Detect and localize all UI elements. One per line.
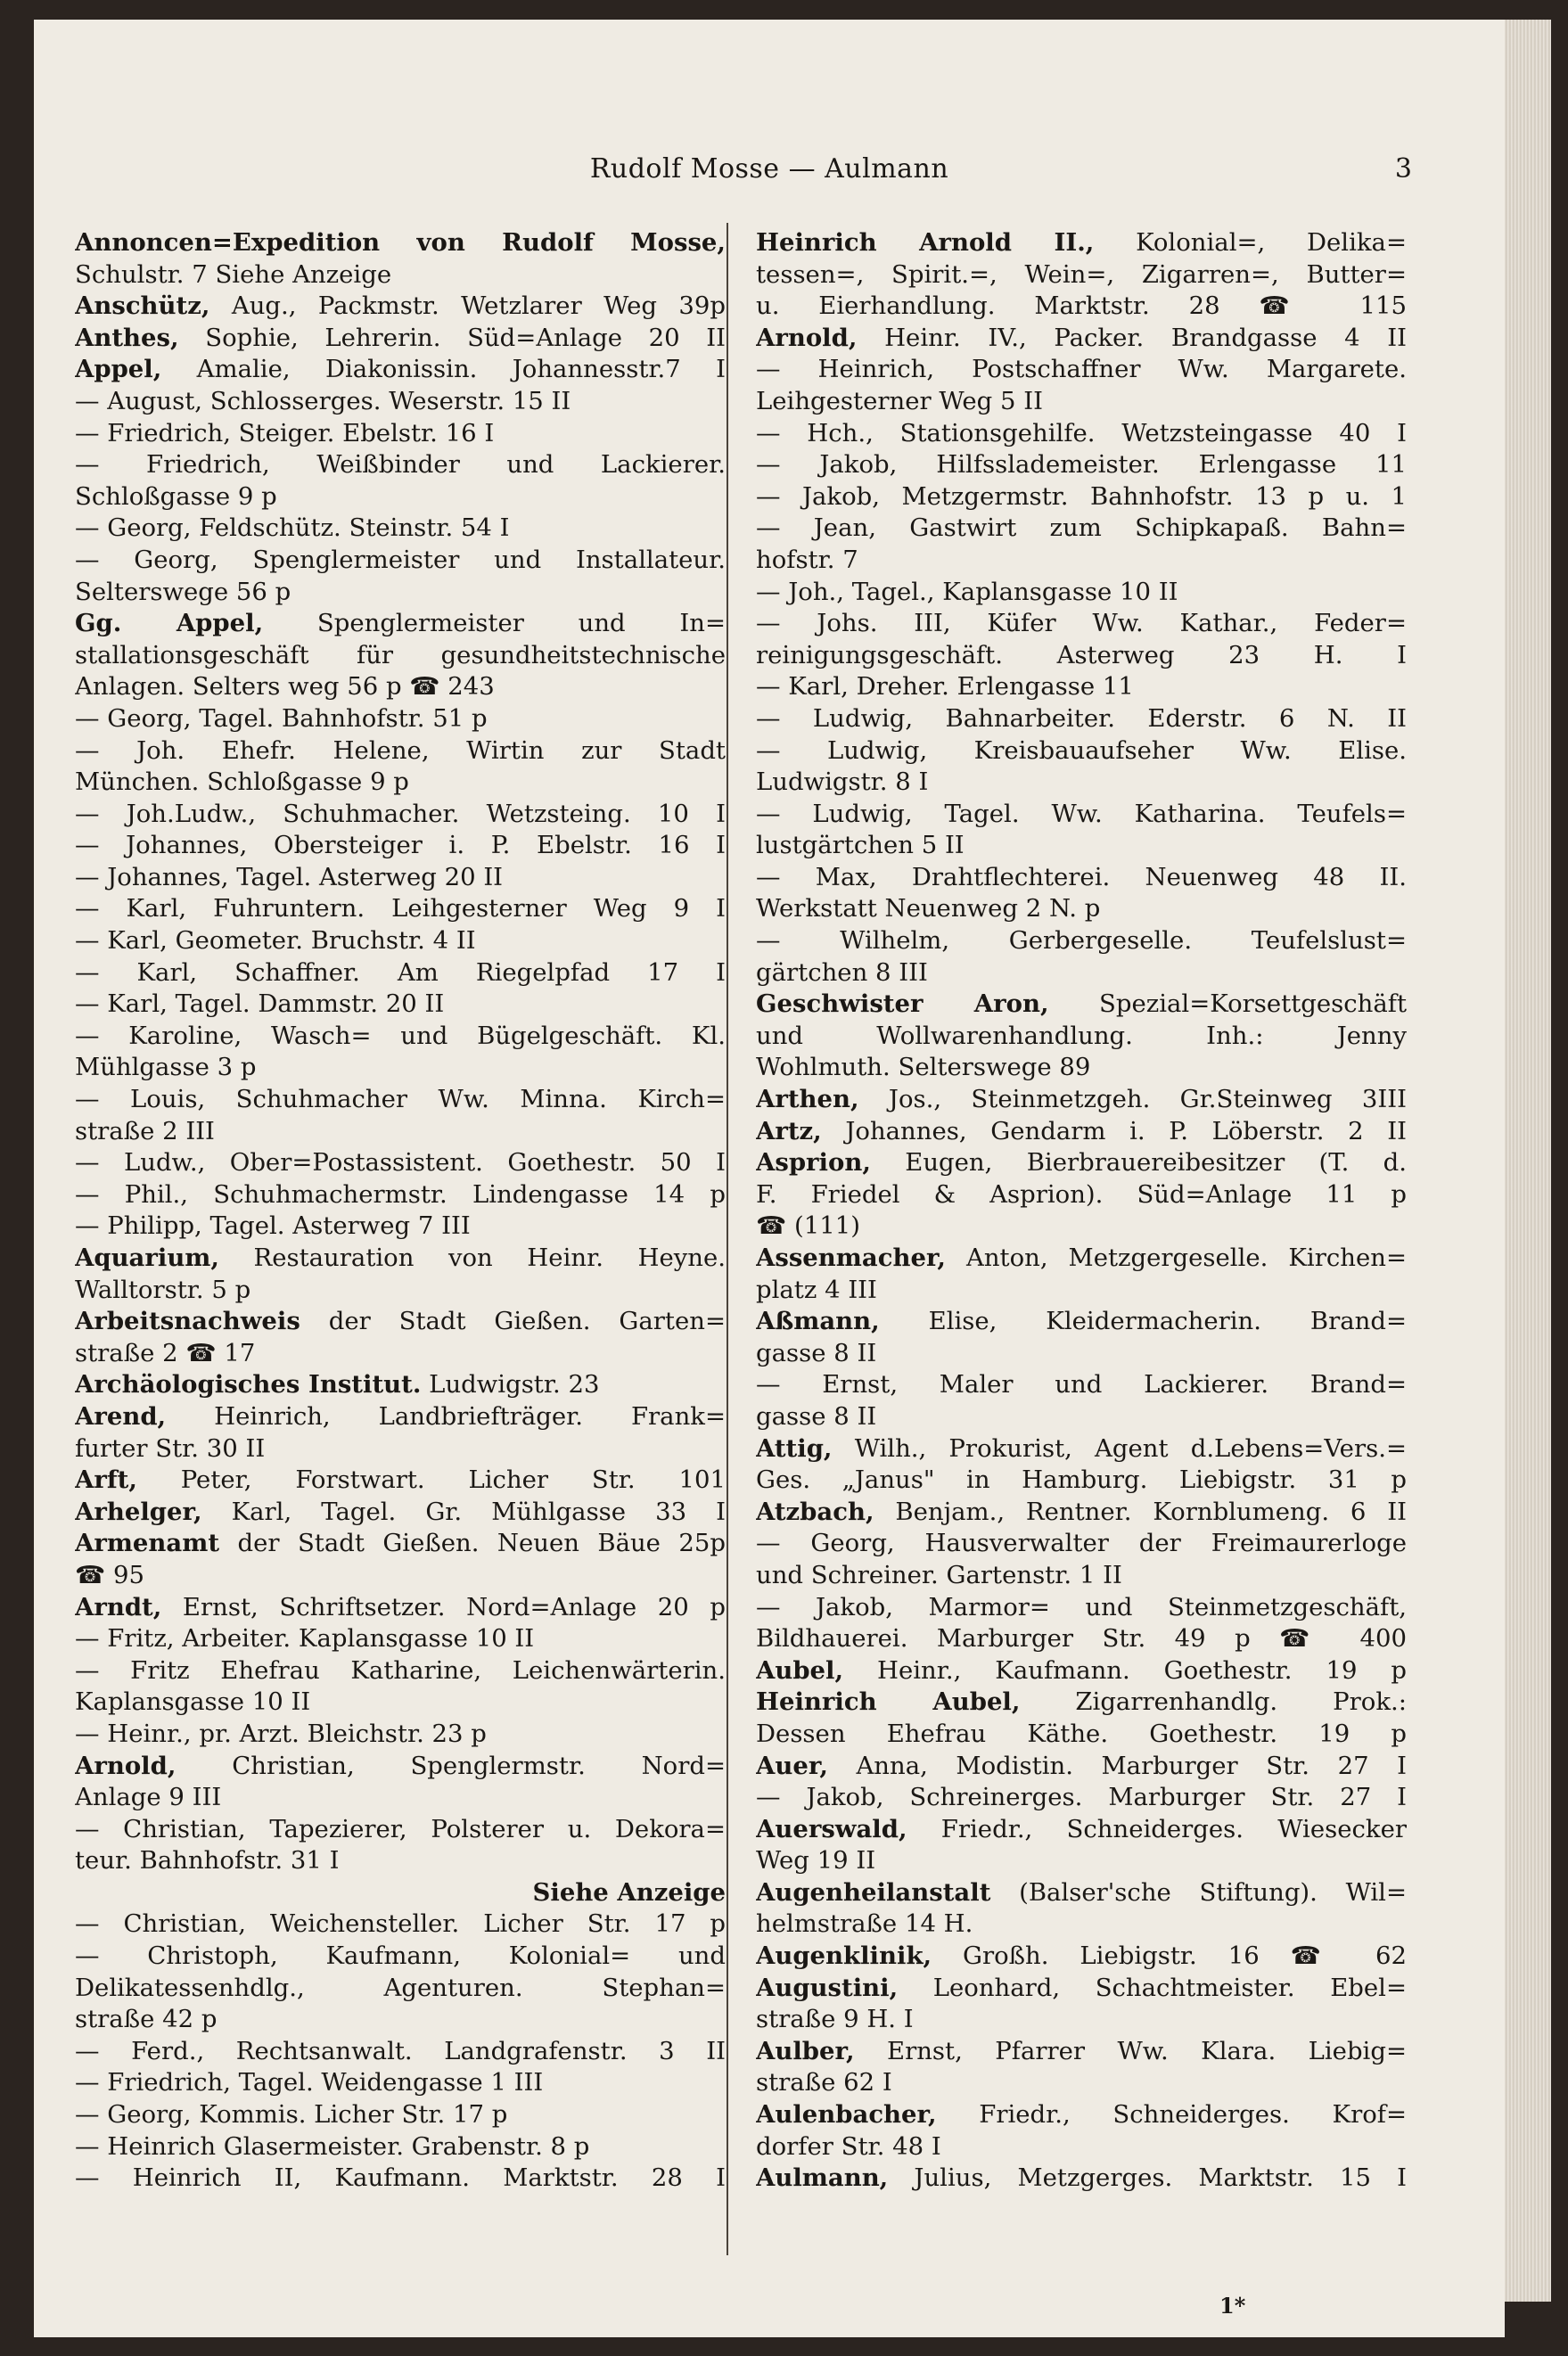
book-page <box>34 20 1505 2337</box>
entry-text: Anlage 9 III <box>75 1783 222 1812</box>
directory-line <box>75 1687 726 1719</box>
entry-name: Arnold, <box>75 1751 177 1780</box>
entry-text: Friedr., Schneiderges. Krof= <box>936 2100 1407 2130</box>
directory-line <box>756 608 1407 640</box>
directory-line <box>756 1147 1407 1179</box>
entry-name: Aulmann, <box>756 2163 889 2193</box>
entry-text: — Joh. Ehefr. Helene, Wirtin zur Stadt <box>75 735 726 765</box>
directory-line <box>756 1845 1407 1877</box>
right-column <box>756 227 1407 2195</box>
directory-line <box>75 671 726 703</box>
entry-text: — Friedrich, Weißbinder und Lackierer. <box>75 450 726 480</box>
entry-text: der Stadt Gießen. Neuen Bäue 25p <box>219 1529 726 1558</box>
entry-text: Heinr., Kaufmann. Goethestr. 19 p <box>843 1655 1407 1685</box>
entry-text: Ludwigstr. 23 <box>421 1370 600 1400</box>
directory-line <box>756 1306 1407 1338</box>
entry-text: — Jakob, Schreinerges. Marburger Str. 27 I <box>756 1783 1407 1812</box>
directory-line <box>75 799 726 831</box>
directory-line <box>75 1275 726 1307</box>
directory-line <box>756 767 1407 799</box>
entry-text: — Heinrich, Postschaffner Ww. Margarete. <box>756 355 1407 384</box>
directory-line <box>756 1719 1407 1751</box>
entry-name: Arnold, <box>756 323 858 352</box>
directory-line <box>75 291 726 323</box>
directory-line <box>756 703 1407 735</box>
directory-line <box>75 1592 726 1624</box>
directory-line <box>75 1941 726 1973</box>
directory-line <box>756 1211 1407 1243</box>
directory-line <box>75 259 726 291</box>
directory-line <box>756 989 1407 1021</box>
entry-text: und Schreiner. Gartenstr. 1 II <box>756 1560 1122 1589</box>
entry-text: Heinrich, Landbriefträger. Frank= <box>166 1401 726 1431</box>
entry-text: — Karl, Schaffner. Am Riegelpfad 17 I <box>75 957 726 987</box>
directory-line <box>75 767 726 799</box>
entry-text: tessen=, Spirit.=, Wein=, Zigarren=, Butter= <box>756 259 1407 289</box>
entry-text: Benjam., Rentner. Kornblumeng. 6 II <box>874 1497 1407 1526</box>
directory-line <box>75 1147 726 1179</box>
entry-text: — Ludw., Ober=Postassistent. Goethestr. 50 I <box>75 1148 726 1178</box>
entry-text: — August, Schlosserges. Weserstr. 15 II <box>75 386 571 415</box>
directory-line <box>75 323 726 355</box>
entry-text: — Johannes, Obersteiger i. P. Ebelstr. 16 I <box>75 831 726 860</box>
entry-name: Anschütz, <box>75 291 210 321</box>
page-edge <box>1505 20 1551 2302</box>
entry-name: Aquarium, <box>75 1244 219 1272</box>
directory-line <box>75 862 726 894</box>
entry-text: — Karl, Dreher. Erlengasse 11 <box>756 672 1134 702</box>
entry-text: gasse 8 II <box>756 1401 877 1431</box>
directory-line <box>75 1973 726 2005</box>
entry-text: straße 2 ☎ 17 <box>75 1338 256 1367</box>
directory-line <box>75 893 726 925</box>
directory-line <box>75 1433 726 1465</box>
directory-line <box>756 449 1407 481</box>
directory-line <box>756 1179 1407 1211</box>
directory-line <box>756 640 1407 672</box>
directory-line <box>756 1084 1407 1116</box>
entry-text: — Wilhelm, Gerbergeselle. Teufelslust= <box>756 926 1407 956</box>
directory-line <box>756 1782 1407 1814</box>
directory-line <box>75 1084 726 1116</box>
directory-line <box>756 481 1407 513</box>
directory-line <box>756 830 1407 862</box>
entry-text: (Balser'sche Stiftung). Wil= <box>990 1877 1407 1907</box>
entry-text: Werkstatt Neuenweg 2 N. p <box>756 894 1101 924</box>
entry-text: — Karl, Tagel. Dammstr. 20 II <box>75 989 445 1019</box>
directory-line <box>756 1592 1407 1624</box>
entry-text: Wohlmuth. Selterswege 89 <box>756 1053 1091 1082</box>
directory-line <box>75 1528 726 1560</box>
entry-text: — Philipp, Tagel. Asterweg 7 III <box>75 1211 471 1241</box>
entry-text: Spenglermeister und In= <box>263 609 726 638</box>
directory-line <box>756 1052 1407 1084</box>
directory-line <box>756 1021 1407 1053</box>
entry-name: Gg. Appel, <box>75 609 264 638</box>
entry-text: Heinr. IV., Packer. Brandgasse 4 II <box>857 323 1407 352</box>
directory-line <box>756 1973 1407 2005</box>
entry-text: Leonhard, Schachtmeister. Ebel= <box>898 1973 1407 2002</box>
entry-name: Assenmacher, <box>756 1244 947 1272</box>
entry-text: Peter, Forstwart. Licher Str. 101 <box>136 1465 726 1495</box>
entry-text: — Jakob, Metzgermstr. Bahnhofstr. 13 p u. 1 <box>756 481 1407 511</box>
entry-text: — Joh.Ludw., Schuhmacher. Wetzsteing. 10 I <box>75 799 726 828</box>
directory-line <box>75 2036 726 2068</box>
entry-name: Augenheilanstalt <box>756 1877 991 1907</box>
entry-text: — Georg, Hausverwalter der Freimaurerloge <box>756 1529 1407 1558</box>
directory-line <box>756 1497 1407 1529</box>
entry-name: Armenamt <box>75 1529 220 1558</box>
directory-line <box>75 2099 726 2131</box>
entry-name: Attig, <box>756 1433 833 1463</box>
directory-line <box>75 2163 726 2195</box>
entry-text: — Hch., Stationsgehilfe. Wetzsteingasse 40 I <box>756 418 1407 447</box>
directory-line <box>75 513 726 545</box>
directory-line <box>75 1369 726 1401</box>
entry-text: stallationsgeschäft für gesundheitstechnische <box>75 640 726 669</box>
directory-line <box>75 1465 726 1497</box>
directory-line <box>756 1655 1407 1687</box>
entry-text: und Wollwarenhandlung. Inh.: Jenny <box>756 1021 1407 1050</box>
entry-text: Weg 19 II <box>756 1846 876 1876</box>
entry-text: — Louis, Schuhmacher Ww. Minna. Kirch= <box>75 1085 726 1114</box>
directory-line <box>75 418 726 450</box>
directory-line <box>75 577 726 609</box>
entry-name: Siehe Anzeige <box>532 1877 726 1907</box>
entry-text: — Ludwig, Tagel. Ww. Katharina. Teufels= <box>756 799 1407 828</box>
directory-line <box>75 1179 726 1211</box>
directory-line <box>75 640 726 672</box>
directory-line <box>756 1751 1407 1783</box>
entry-name: Heinrich Arnold II., <box>756 228 1095 257</box>
entry-text: Zigarrenhandlg. Prok.: <box>1020 1687 1407 1717</box>
directory-line <box>75 1243 726 1275</box>
directory-line <box>75 1021 726 1053</box>
entry-text: Aug., Packmstr. Wetzlarer Weg 39p <box>209 291 726 321</box>
entry-text: Friedr., Schneiderges. Wiesecker <box>907 1814 1407 1843</box>
directory-line <box>756 577 1407 609</box>
entry-text: — Heinrich Glasermeister. Grabenstr. 8 p <box>75 2131 590 2161</box>
entry-name: Atzbach, <box>756 1497 874 1526</box>
entry-name: Arft, <box>75 1465 137 1495</box>
entry-name: Asprion, <box>756 1148 871 1178</box>
entry-name: Arndt, <box>75 1592 162 1621</box>
page-title: Rudolf Mosse — Aulmann <box>589 153 949 185</box>
entry-name: Geschwister Aron, <box>756 989 1049 1019</box>
column-divider <box>727 223 728 2255</box>
signature-mark: 1* <box>1219 2293 1246 2319</box>
directory-line <box>756 1369 1407 1401</box>
directory-line <box>75 703 726 735</box>
entry-text: Karl, Tagel. Gr. Mühlgasse 33 I <box>201 1497 726 1526</box>
entry-text: Anlagen. Selters weg 56 p ☎ 243 <box>75 672 495 702</box>
entry-text: — Johs. III, Küfer Ww. Kathar., Feder= <box>756 609 1407 638</box>
directory-line <box>75 1401 726 1433</box>
entry-text: u. Eierhandlung. Marktstr. 28 ☎ 115 <box>756 291 1407 321</box>
entry-text: gärtchen 8 III <box>756 957 928 987</box>
directory-line <box>75 354 726 386</box>
entry-text: Dessen Ehefrau Käthe. Goethestr. 19 p <box>756 1719 1407 1748</box>
directory-line <box>756 735 1407 768</box>
entry-name: Annoncen=Expedition von Rudolf Mosse, <box>75 228 726 257</box>
entry-text: Amalie, Diakonissin. Johannesstr.7 I <box>161 355 726 384</box>
directory-line <box>756 2163 1407 2195</box>
directory-line <box>756 1623 1407 1655</box>
entry-text: Leihgesterner Weg 5 II <box>756 386 1043 415</box>
directory-line <box>756 1116 1407 1148</box>
entry-text: — Karl, Geometer. Bruchstr. 4 II <box>75 926 476 956</box>
directory-line <box>756 2131 1407 2163</box>
entry-name: Artz, <box>756 1116 822 1145</box>
entry-text: — Heinrich II, Kaufmann. Marktstr. 28 I <box>75 2163 726 2193</box>
entry-text: Elise, Kleidermacherin. Brand= <box>879 1307 1407 1336</box>
left-column <box>75 227 726 2195</box>
entry-text: Ernst, Schriftsetzer. Nord=Anlage 20 p <box>161 1592 726 1621</box>
directory-line <box>756 1275 1407 1307</box>
directory-line <box>75 545 726 577</box>
entry-name: Aubel, <box>756 1655 844 1685</box>
entry-text: hofstr. 7 <box>756 545 858 574</box>
entry-text: — Karl, Fuhruntern. Leihgesterner Weg 9 I <box>75 894 726 924</box>
entry-text: Schulstr. 7 Siehe Anzeige <box>75 259 392 289</box>
directory-line <box>75 1116 726 1148</box>
entry-text: — Georg, Tagel. Bahnhofstr. 51 p <box>75 703 488 733</box>
entry-name: Auer, <box>756 1751 828 1780</box>
entry-name: Aulber, <box>756 2036 855 2065</box>
directory-line <box>75 2067 726 2099</box>
directory-line <box>75 735 726 768</box>
directory-line <box>75 1845 726 1877</box>
entry-text: platz 4 III <box>756 1275 877 1304</box>
entry-text: Restauration von Heinr. Heyne. <box>218 1244 726 1272</box>
entry-text: Bildhauerei. Marburger Str. 49 p ☎ 400 <box>756 1624 1407 1654</box>
entry-text: — Jean, Gastwirt zum Schipkapaß. Bahn= <box>756 513 1407 543</box>
entry-text: ☎ 95 <box>75 1560 144 1589</box>
directory-line <box>75 1877 726 1909</box>
directory-line <box>75 481 726 513</box>
entry-name: Anthes, <box>75 323 179 352</box>
entry-text: dorfer Str. 48 I <box>756 2131 941 2161</box>
entry-text: — Heinr., pr. Arzt. Bleichstr. 23 p <box>75 1719 487 1748</box>
directory-line <box>75 1782 726 1814</box>
directory-line <box>756 259 1407 291</box>
directory-line <box>75 925 726 957</box>
entry-text: — Georg, Spenglermeister und Installateur. <box>75 545 726 574</box>
entry-text: Christian, Spenglermstr. Nord= <box>176 1751 726 1780</box>
entry-name: Auerswald, <box>756 1814 907 1843</box>
entry-name: Arend, <box>75 1401 167 1431</box>
entry-text: Großh. Liebigstr. 16 ☎ 62 <box>932 1941 1407 1971</box>
entry-name: Aßmann, <box>756 1307 880 1336</box>
entry-text: München. Schloßgasse 9 p <box>75 768 409 797</box>
directory-line <box>756 2067 1407 2099</box>
entry-text: reinigungsgeschäft. Asterweg 23 H. I <box>756 640 1407 669</box>
directory-line <box>75 2131 726 2163</box>
entry-text: lustgärtchen 5 II <box>756 831 965 860</box>
entry-text: Kaplansgasse 10 II <box>75 1687 311 1717</box>
directory-line <box>756 2004 1407 2036</box>
directory-line <box>756 1401 1407 1433</box>
entry-text: gasse 8 II <box>756 1338 877 1367</box>
entry-text: — Fritz, Arbeiter. Kaplansgasse 10 II <box>75 1624 535 1654</box>
directory-line <box>75 830 726 862</box>
entry-text: teur. Bahnhofstr. 31 I <box>75 1846 340 1876</box>
directory-line <box>75 449 726 481</box>
directory-line <box>75 1052 726 1084</box>
directory-line <box>756 799 1407 831</box>
directory-line <box>756 227 1407 259</box>
directory-line <box>756 925 1407 957</box>
directory-line <box>756 1338 1407 1370</box>
entry-text: — Friedrich, Tagel. Weidengasse 1 III <box>75 2068 544 2097</box>
directory-line <box>756 893 1407 925</box>
entry-text: F. Friedel & Asprion). Süd=Anlage 11 p <box>756 1179 1407 1209</box>
entry-text: — Ludwig, Kreisbauaufseher Ww. Elise. <box>756 735 1407 765</box>
page-number: 3 <box>1394 153 1412 185</box>
entry-text: helmstraße 14 H. <box>756 1909 973 1939</box>
entry-text: — Jakob, Hilfsslademeister. Erlengasse 11 <box>756 450 1407 480</box>
entry-text: Ernst, Pfarrer Ww. Klara. Liebig= <box>854 2036 1407 2065</box>
directory-line <box>756 545 1407 577</box>
entry-name: Appel, <box>75 355 162 384</box>
entry-text: Kolonial=, Delika= <box>1094 228 1407 257</box>
entry-name: Arbeitsnachweis <box>75 1307 300 1336</box>
directory-line <box>756 291 1407 323</box>
entry-text: Eugen, Bierbrauereibesitzer (T. d. <box>870 1148 1407 1178</box>
entry-text: — Ludwig, Bahnarbeiter. Ederstr. 6 N. II <box>756 703 1407 733</box>
entry-text: — Max, Drahtflechterei. Neuenweg 48 II. <box>756 862 1407 891</box>
directory-line <box>75 1751 726 1783</box>
directory-line <box>756 1528 1407 1560</box>
entry-text: Selterswege 56 p <box>75 577 291 606</box>
entry-name: Archäologisches Institut. <box>75 1370 422 1400</box>
directory-line <box>75 608 726 640</box>
directory-line <box>75 386 726 418</box>
entry-text: — Fritz Ehefrau Katharine, Leichenwärterin. <box>75 1655 726 1685</box>
entry-text: — Joh., Tagel., Kaplansgasse 10 II <box>756 577 1178 606</box>
entry-text: — Ernst, Maler und Lackierer. Brand= <box>756 1370 1407 1400</box>
entry-text: — Christian, Tapezierer, Polsterer u. Dekora= <box>75 1814 726 1843</box>
entry-text: furter Str. 30 II <box>75 1433 266 1463</box>
directory-line <box>756 2099 1407 2131</box>
directory-line <box>75 957 726 989</box>
directory-line <box>75 227 726 259</box>
directory-line <box>75 1814 726 1846</box>
directory-line <box>756 957 1407 989</box>
entry-text: ☎ (111) <box>756 1211 860 1241</box>
directory-line <box>756 513 1407 545</box>
entry-text: Jos., Steinmetzgeh. Gr.Steinweg 3III <box>858 1085 1407 1114</box>
directory-line <box>756 354 1407 386</box>
entry-text: — Jakob, Marmor= und Steinmetzgeschäft, <box>756 1592 1407 1621</box>
entry-text: Delikatessenhdlg., Agenturen. Stephan= <box>75 1973 726 2002</box>
directory-line <box>756 671 1407 703</box>
directory-line <box>75 1306 726 1338</box>
entry-text: — Johannes, Tagel. Asterweg 20 II <box>75 862 504 891</box>
directory-line <box>756 386 1407 418</box>
entry-name: Augenklinik, <box>756 1941 932 1971</box>
entry-text: Anton, Metzgergeselle. Kirchen= <box>946 1244 1407 1272</box>
entry-text: Mühlgasse 3 p <box>75 1053 257 1082</box>
entry-name: Arhelger, <box>75 1497 202 1526</box>
directory-line <box>75 1719 726 1751</box>
entry-text: — Christoph, Kaufmann, Kolonial= und <box>75 1941 726 1971</box>
entry-text: straße 2 III <box>75 1116 215 1145</box>
directory-line <box>75 1211 726 1243</box>
directory-line <box>75 1623 726 1655</box>
entry-text: — Georg, Kommis. Licher Str. 17 p <box>75 2100 508 2130</box>
directory-line <box>75 1560 726 1592</box>
entry-text: — Phil., Schuhmachermstr. Lindengasse 14 p <box>75 1179 726 1209</box>
entry-text: Sophie, Lehrerin. Süd=Anlage 20 II <box>178 323 726 352</box>
directory-line <box>756 418 1407 450</box>
entry-text: Wilh., Prokurist, Agent d.Lebens=Vers.= <box>832 1433 1407 1463</box>
directory-line <box>75 989 726 1021</box>
directory-line <box>756 2036 1407 2068</box>
entry-text: Schloßgasse 9 p <box>75 481 277 511</box>
directory-line <box>75 1909 726 1941</box>
entry-text: — Karoline, Wasch= und Bügelgeschäft. Kl. <box>75 1021 726 1050</box>
entry-text: Julius, Metzgerges. Marktstr. 15 I <box>888 2163 1407 2193</box>
directory-line <box>756 1814 1407 1846</box>
entry-text: straße 9 H. I <box>756 2005 914 2034</box>
entry-text: — Georg, Feldschütz. Steinstr. 54 I <box>75 513 510 543</box>
directory-line <box>75 1655 726 1687</box>
entry-text: straße 62 I <box>756 2068 892 2097</box>
running-header <box>34 153 1505 189</box>
entry-name: Heinrich Aubel, <box>756 1687 1021 1717</box>
directory-line <box>756 862 1407 894</box>
entry-text: Ges. „Janus" in Hamburg. Liebigstr. 31 p <box>756 1465 1407 1495</box>
directory-line <box>75 1338 726 1370</box>
entry-text: Johannes, Gendarm i. P. Löberstr. 2 II <box>821 1116 1407 1145</box>
directory-line <box>75 2004 726 2036</box>
entry-text: — Friedrich, Steiger. Ebelstr. 16 I <box>75 418 495 447</box>
directory-line <box>756 1941 1407 1973</box>
entry-text: — Christian, Weichensteller. Licher Str. 17 p <box>75 1909 726 1939</box>
entry-text: — Ferd., Rechtsanwalt. Landgrafenstr. 3 II <box>75 2036 726 2065</box>
directory-line <box>756 1243 1407 1275</box>
directory-line <box>756 1465 1407 1497</box>
directory-line <box>756 1560 1407 1592</box>
entry-text: straße 42 p <box>75 2005 218 2034</box>
entry-name: Aulenbacher, <box>756 2100 937 2130</box>
entry-name: Arthen, <box>756 1085 859 1114</box>
directory-line <box>75 1497 726 1529</box>
entry-text: Anna, Modistin. Marburger Str. 27 I <box>827 1751 1407 1780</box>
entry-text: Walltorstr. 5 p <box>75 1275 251 1304</box>
directory-line <box>756 1877 1407 1909</box>
entry-name: Augustini, <box>756 1973 899 2002</box>
entry-text: Ludwigstr. 8 I <box>756 768 929 797</box>
directory-line <box>756 1433 1407 1465</box>
entry-text: Spezial=Korsettgeschäft <box>1048 989 1407 1019</box>
directory-line <box>756 1909 1407 1941</box>
entry-text: der Stadt Gießen. Garten= <box>300 1307 726 1336</box>
directory-line <box>756 323 1407 355</box>
directory-line <box>756 1687 1407 1719</box>
